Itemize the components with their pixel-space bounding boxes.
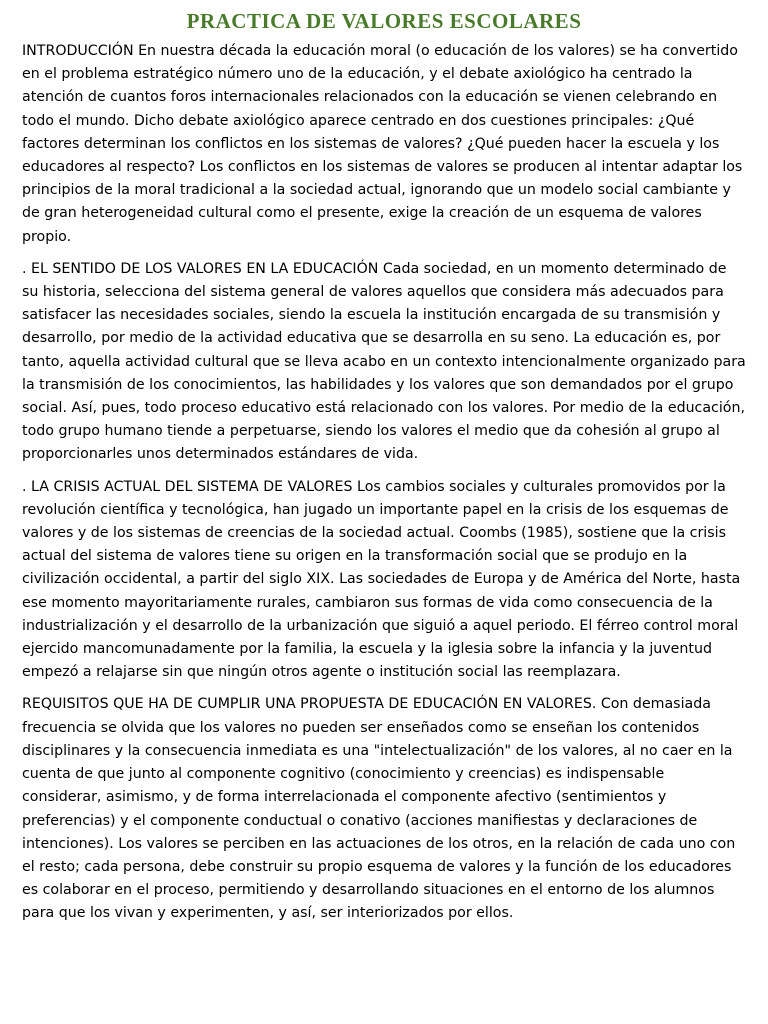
- paragraph-requisitos: REQUISITOS QUE HA DE CUMPLIR UNA PROPUESTA DE EDUCACIÓN EN VALORES. Con demasiada frecuencia se olvida que los valores no pueden ser enseñados como se enseñan los contenidos disciplinares y la consecuencia inmediata es una "intelectualización" de los valores, al no caer en la cuenta de que junto al componente cognitivo (conocimiento y creencias) es indispensable considerar, asimismo, y de forma interrelacionada el componente afectivo (sentimientos y preferencias) y el componente conductual o conativo (acciones manifiestas y declaraciones de intenciones). Los valores se perciben en las actuaciones de los otros, en la relación de cada uno con el resto; cada persona, debe construir su propio esquema de valores y la función de los educadores es colaborar en el proceso, permitiendo y desarrollando situaciones en el entorno de los alumnos para que los vivan y experimenten, y así, ser interiorizados por ellos.: [22, 696, 736, 922]
- paragraph-crisis-actual: . LA CRISIS ACTUAL DEL SISTEMA DE VALORES Los cambios sociales y culturales promovidos por la revolución científica y tecnológica, han jugado un importante papel en la crisis de los esquemas de valores y de los sistemas de creencias de la sociedad actual. Coombs (1985), sostiene que la crisis actual del sistema de valores tiene su origen en la transformación social que se produjo en la civilización occidental, a partir del siglo XIX. Las sociedades de Europa y de América del Norte, hasta ese momento mayoritariamente rurales, cambiaron sus formas de vida como consecuencia de la industrialización y el desarrollo de la urbanización que siguió a aquel periodo. El férreo control moral ejercido mancomunadamente por la familia, la escuela y la iglesia sobre la infancia y la juventud empezó a relajarse sin que ningún otros agente o institución social las reemplazara.: [22, 478, 741, 681]
- paragraph-sentido-valores: . EL SENTIDO DE LOS VALORES EN LA EDUCACIÓN Cada sociedad, en un momento determinado de su historia, selecciona del sistema general de valores aquellos que considera más adecuados para satisfacer las necesidades sociales, siendo la escuela la institución encargada de su transmisión y desarrollo, por medio de la actividad educativa que se desarrolla en su seno. La educación es, por tanto, aquella actividad cultural que se lleva acabo en un contexto intencionalmente organizado para la transmisión de los conocimientos, las habilidades y los valores que son demandados por el grupo social. Así, pues, todo proceso educativo está relacionado con los valores. Por medio de la educación, todo grupo humano tiende a perpetuarse, siendo los valores el medio que da cohesión al grupo al proporcionarles unos determinados estándares de vida.: [22, 260, 746, 463]
- paragraph-introduccion: INTRODUCCIÓN En nuestra década la educación moral (o educación de los valores) se ha convertido en el problema estratégico número uno de la educación, y el debate axiológico ha centrado la atención de cuantos foros internacionales relacionados con la educación se vienen celebrando en todo el mundo. Dicho debate axiológico aparece centrado en dos cuestiones principales: ¿Qué factores determinan los conflictos en los sistemas de valores? ¿Qué pueden hacer la escuela y los educadores al respecto? Los conflictos en los sistemas de valores se producen al intentar adaptar los principios de la moral tradicional a la sociedad actual, ignorando que un modelo social cambiante y de gran heterogeneidad cultural como el presente, exige la creación de un esquema de valores propio.: [22, 43, 743, 245]
- document-title: PRACTICA DE VALORES ESCOLARES: [186, 9, 582, 33]
